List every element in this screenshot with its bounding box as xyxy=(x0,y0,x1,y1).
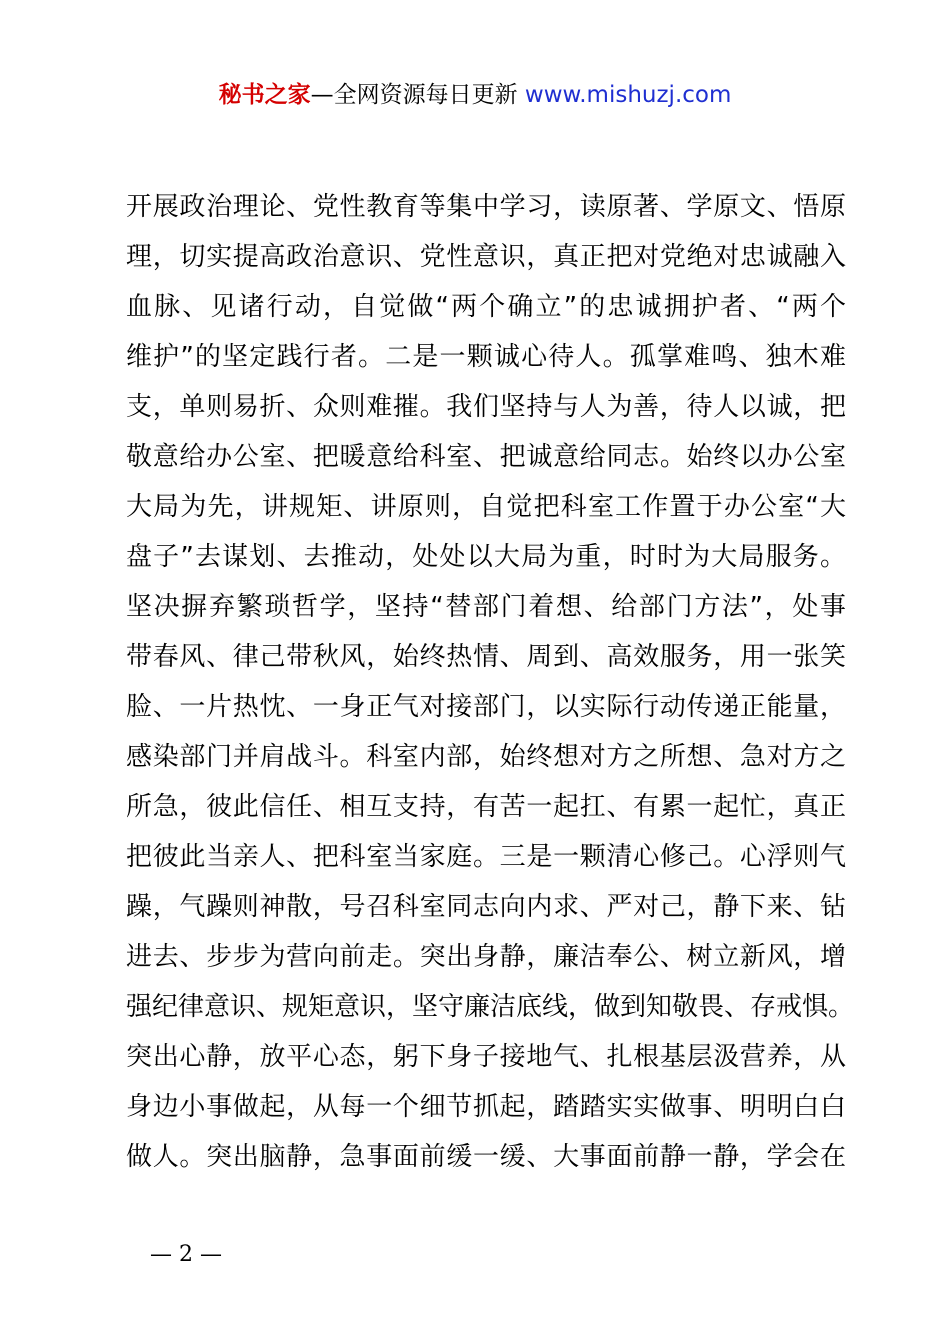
header-tagline: —全网资源每日更新 xyxy=(310,82,518,108)
text-line: 带春风、律己带秋风，始终热情、周到、高效服务，用一张笑 xyxy=(126,642,846,672)
site-header xyxy=(0,78,950,112)
text-line: 突出心静，放平心态，躬下身子接地气、扎根基层汲营养，从 xyxy=(126,1042,846,1072)
header-url[interactable]: www.mishuzj.com xyxy=(524,82,732,108)
text-line: 进去、步步为营向前走。突出身静，廉洁奉公、树立新风，增 xyxy=(126,942,846,972)
text-line: 盘子”去谋划、去推动，处处以大局为重，时时为大局服务。 xyxy=(126,542,846,572)
text-line: 做人。突出脑静，急事面前缓一缓、大事面前静一静，学会在 xyxy=(126,1142,846,1172)
text-line: 脸、一片热忱、一身正气对接部门，以实际行动传递正能量， xyxy=(126,692,846,722)
text-line: 大局为先，讲规矩、讲原则，自觉把科室工作置于办公室“大 xyxy=(126,492,846,522)
text-line: 躁，气躁则神散，号召科室同志向内求、严对己，静下来、钻 xyxy=(126,892,846,922)
text-line: 理，切实提高政治意识、党性意识，真正把对党绝对忠诚融入 xyxy=(126,242,846,272)
header-brand: 秘书之家 xyxy=(218,82,311,108)
text-line: 感染部门并肩战斗。科室内部，始终想对方之所想、急对方之 xyxy=(126,742,846,772)
text-line: 支，单则易折、众则难摧。我们坚持与人为善，待人以诚，把 xyxy=(126,392,846,422)
text-line: 强纪律意识、规矩意识，坚守廉洁底线，做到知敬畏、存戒惧。 xyxy=(126,992,855,1022)
text-line: 血脉、见诸行动，自觉做“两个确立”的忠诚拥护者、“两个 xyxy=(126,292,846,322)
text-line: 身边小事做起，从每一个细节抓起，踏踏实实做事、明明白白 xyxy=(126,1092,846,1122)
text-line: 开展政治理论、党性教育等集中学习，读原著、学原文、悟原 xyxy=(126,192,846,222)
text-line: 敬意给办公室、把暖意给科室、把诚意给同志。始终以办公室 xyxy=(126,442,846,472)
page-number: — 2 — xyxy=(150,1242,222,1267)
text-line: 把彼此当亲人、把科室当家庭。三是一颗清心修己。心浮则气 xyxy=(126,842,846,872)
document-body xyxy=(126,182,855,1182)
text-line: 坚决摒弃繁琐哲学，坚持“替部门着想、给部门方法”，处事 xyxy=(126,592,846,622)
text-line: 所急，彼此信任、相互支持，有苦一起扛、有累一起忙，真正 xyxy=(126,792,846,822)
text-line: 维护”的坚定践行者。二是一颗诚心待人。孤掌难鸣、独木难 xyxy=(126,342,846,372)
